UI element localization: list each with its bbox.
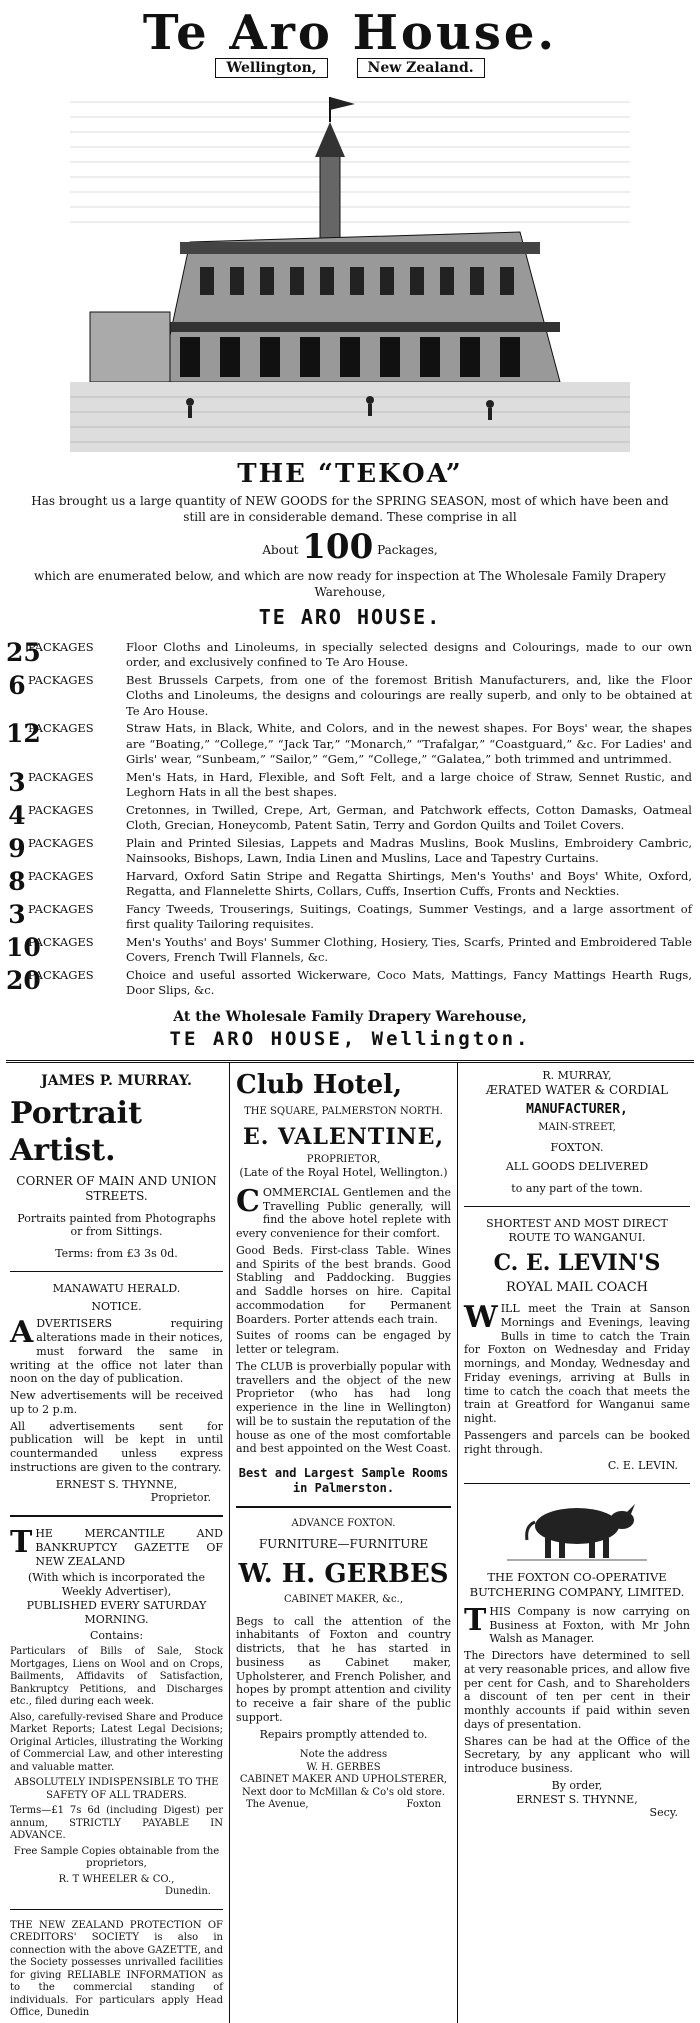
packages-list <box>0 637 700 999</box>
package-row <box>6 721 692 768</box>
package-description: Men's Youths' and Boys' Summer Clothing, Hosiery, Ties, Scarfs, Printed and Embroidered Table Covers, French Twill Flannels, &c. <box>126 934 692 965</box>
newspaper-page <box>0 5 700 2019</box>
herald-signature: ERNEST S. THYNNE, <box>55 1477 178 1491</box>
tekoa-heading: THE “TEKOA” <box>237 458 463 489</box>
package-word: PACKAGES <box>28 721 94 736</box>
club-owner: E. VALENTINE, <box>242 1124 445 1151</box>
gazette-terms: Terms—£1 7s 6d (including Digest) per annum, STRICTLY PAYABLE IN ADVANCE. <box>10 1805 223 1842</box>
herald-notice: NOTICE. <box>91 1299 142 1313</box>
package-row <box>6 800 692 834</box>
gazette-list: Particulars of Bills of Sale, Stock Mortgages, Liens on Wool and on Crops, Bailments, Affidavits of Satisfaction, Bankruptcy Petitions, and Discharges etc., filed during each week. <box>10 1646 223 1708</box>
divider <box>10 1271 223 1272</box>
package-number: 3 <box>8 899 26 929</box>
column-right <box>458 1063 696 2023</box>
drop-cap: T <box>10 1525 33 1561</box>
levin-paragraph-1 <box>464 1302 690 1426</box>
furniture-heading: FURNITURE—FURNITURE <box>258 1536 429 1551</box>
club-p1-text: OMMERCIAL Gentlemen and the Travelling Public generally, will find the above hotel replete with every convenience for their comfort. <box>236 1185 451 1241</box>
advance-foxton: ADVANCE FOXTON. <box>291 1518 396 1530</box>
drop-cap: T <box>464 1602 487 1638</box>
levin-p1-text: ILL meet the Train at Sanson Mornings and Evenings, leaving Bulls in time to catch the Train for Foxton on Wednesday and Friday mornings, and Monday, Wednesday and Friday evenings, arriving at Bulls in time to catch the coach that meets the train at Greatford for Wanganui same night. <box>464 1302 690 1426</box>
butchering-paragraph-3: Shares can be had at the Office of the Secretary, by any applicant who will introduce business. <box>464 1734 690 1776</box>
about-word: About <box>262 543 299 558</box>
package-row <box>6 899 692 933</box>
club-paragraph-3: Suites of rooms can be engaged by letter or telegram. <box>236 1329 451 1357</box>
masthead-city: Wellington, <box>215 58 327 78</box>
levin-name: C. E. LEVIN'S <box>493 1250 661 1277</box>
club-paragraph-1 <box>236 1183 451 1241</box>
gazette-heading <box>10 1527 223 1568</box>
butchering-paragraph-1 <box>464 1602 690 1646</box>
gerbes-note: Note the address <box>299 1749 388 1761</box>
package-number: 3 <box>8 767 26 797</box>
masthead-title: Te Aro House. <box>142 5 558 61</box>
divider <box>10 1515 223 1517</box>
murr-town: FOXTON. <box>550 1140 604 1154</box>
ad-columns <box>0 1063 700 2023</box>
gerbes-avenue: The Avenue, <box>246 1799 309 1811</box>
package-row <box>6 767 692 801</box>
gerbes-town: Foxton <box>406 1799 441 1811</box>
intro-line-2: which are enumerated below, and which are now ready for inspection at The Wholesale Family Drapery Warehouse, <box>34 569 666 599</box>
murr-manufacturer: MANUFACTURER, <box>526 1101 628 1117</box>
herald-paragraph-2: New advertisements will be received up to 2 p.m. <box>10 1389 223 1416</box>
package-description: Harvard, Oxford Satin Stripe and Regatta Shirtings, Men's Youths' and Boys' White, Oxford, Regatta, and Flannelette Shirts, Collars, Cuffs, Insertion Cuffs, Fronts and Neckties. <box>126 868 692 899</box>
levin-signature: C. E. LEVIN. <box>607 1459 678 1473</box>
drop-cap: W <box>464 1300 498 1336</box>
drop-cap: A <box>10 1315 34 1351</box>
butchering-p1-text: HIS Company is now carrying on Business at Foxton, with Mr John Walsh as Manager. <box>489 1604 690 1646</box>
club-address: THE SQUARE, PALMERSTON NORTH. <box>244 1105 443 1117</box>
package-row <box>6 932 692 966</box>
murray-name: JAMES P. MURRAY. <box>41 1073 192 1090</box>
store-name-footer: TE ARO HOUSE, Wellington. <box>169 1028 531 1051</box>
package-number: 8 <box>8 866 26 896</box>
butchering-paragraph-2: The Directors have determined to sell at very reasonable prices, and allow five per cent for Cash, and to Shareholders a discount of ten per cent in their monthly accounts if paid within seven days of presentation. <box>464 1649 690 1731</box>
club-sample-rooms: Best and Largest Sample Rooms in Palmerston. <box>238 1466 449 1496</box>
nzp-society-text: THE NEW ZEALAND PROTECTION OF CREDITORS' SOCIETY is also in connection with the above GAZETTE, and the Society possesses unrivalled facilities for giving RELIABLE INFORMATION as to the commercial standing of individuals. For particulars apply Head Office, Dunedin <box>10 1919 223 2019</box>
package-description: Choice and useful assorted Wickerware, Coco Mats, Mattings, Fancy Mattings Hearth Rugs, Door Slips, &c. <box>126 967 692 998</box>
club-hotel-title: Club Hotel, <box>236 1070 403 1101</box>
gazette-signature: R. T WHEELER & CO., <box>58 1873 175 1885</box>
package-description: Straw Hats, in Black, White, and Colors, and in the newest shapes. For Boys' wear, the shapes are “Boating,” “College,” “Jack Tar,” “Monarch,” “Trafalgar,” “Coastguard,” &c. For Ladies' and Girls' wear, “Sunbeam,” “Sailor,” “Gem,” “College,” “Galatea,” both trimmed and untrimmed. <box>126 721 692 767</box>
gazette-title: HE MERCANTILE AND BANKRUPTCY GAZETTE OF NEW ZEALAND <box>35 1527 223 1568</box>
intro-text <box>30 494 670 601</box>
club-paragraph-2: Good Beds. First-class Table. Wines and Spirits of the best brands. Good Stabling and Paddocking. Buggies and Saddle horses on hire. Capital accommodation for Permanent Boarders. Porter attends each train. <box>236 1243 451 1326</box>
divider <box>464 1483 690 1484</box>
herald-paragraph-1 <box>10 1317 223 1386</box>
package-word: PACKAGES <box>28 967 94 982</box>
about-line <box>30 525 670 569</box>
package-word: PACKAGES <box>28 672 94 687</box>
gerbes-signature-trade: CABINET MAKER AND UPHOLSTERER, <box>239 1774 448 1786</box>
herald-signature-title: Proprietor. <box>150 1491 211 1505</box>
intro-line-1: Has brought us a large quantity of NEW GOODS for the SPRING SEASON, most of which have been and still are in considerable demand. These comprise in all <box>31 494 669 524</box>
package-description: Cretonnes, in Twilled, Crepe, Art, German, and Patchwork effects, Cotton Damasks, Oatmeal Cloth, Grecian, Honeycomb, Patent Satin, Terry and Gordon Quilts and Toilet Covers. <box>126 802 692 833</box>
package-number: 12 <box>6 719 41 749</box>
cow-illustration <box>507 1494 647 1564</box>
murray-terms: Terms: from £3 3s 0d. <box>55 1247 178 1261</box>
gazette-published: PUBLISHED EVERY SATURDAY MORNING. <box>26 1598 207 1626</box>
package-description: Best Brussels Carpets, from one of the foremost British Manufacturers, and, like the Floor Cloths and Linoleums, the designs and colourings are really superb, and only to be obtained at Te Aro House. <box>126 672 692 718</box>
gerbes-name: W. H. GERBES <box>238 1558 449 1589</box>
building-engraving <box>70 82 630 452</box>
club-proprietor: PROPRIETOR, <box>306 1153 381 1165</box>
gazette-also: Also, carefully-revised Share and Produce Market Reports; Latest Legal Decisions; Original Articles, illustrating the Working of Commercial Law, and other interesting and valuable matter. <box>10 1711 223 1773</box>
club-paragraph-4: The CLUB is proverbially popular with travellers and the object of the new Proprietor (who has had long experience in the line in Wellington) will be to sustain the reputation of the house as one of the most comfortable and best appointed on the West Coast. <box>236 1359 451 1456</box>
murr-goods: ALL GOODS DELIVERED <box>505 1160 649 1174</box>
gazette-sub: (With which is incorporated the Weekly Advertiser), <box>28 1571 205 1599</box>
package-word: PACKAGES <box>28 868 94 883</box>
murray-title: Portrait Artist. <box>10 1095 142 1169</box>
murray-text: Portraits painted from Photographs or from Sittings. <box>17 1211 216 1239</box>
column-left <box>4 1063 230 2023</box>
package-number: 9 <box>8 833 26 863</box>
package-number: 25 <box>6 637 41 667</box>
masthead-location <box>0 60 700 78</box>
package-row <box>6 670 692 720</box>
package-row <box>6 866 692 900</box>
levin-paragraph-2: Passengers and parcels can be booked right through. <box>464 1428 690 1456</box>
butchering-signature: ERNEST S. THYNNE, <box>516 1792 638 1806</box>
gazette-city: Dunedin. <box>164 1886 211 1898</box>
gazette-contains: Contains: <box>89 1629 144 1643</box>
butchering-order: By order, <box>551 1778 603 1792</box>
herald-name: MANAWATU HERALD. <box>52 1281 181 1295</box>
butchering-secretary: Secy. <box>649 1806 678 1820</box>
masthead-country: New Zealand. <box>357 58 485 78</box>
package-row <box>6 833 692 867</box>
murr-goods-2: to any part of the town. <box>511 1182 643 1196</box>
package-count: 100 <box>302 527 374 568</box>
package-number: 4 <box>8 800 26 830</box>
column-middle <box>230 1063 458 2023</box>
levin-coach: ROYAL MAIL COACH <box>505 1279 649 1295</box>
divider <box>10 1909 223 1910</box>
package-word: PACKAGES <box>28 901 94 916</box>
package-number: 20 <box>6 965 41 995</box>
gazette-indispensable: ABSOLUTELY INDISPENSIBLE TO THE SAFETY OF ALL TRADERS. <box>14 1777 219 1801</box>
package-row <box>6 965 692 999</box>
drop-cap: C <box>236 1183 260 1219</box>
package-description: Floor Cloths and Linoleums, in specially selected designs and Colourings, made to our own order, and exclusively confined to Te Aro House. <box>126 639 692 670</box>
package-word: PACKAGES <box>28 802 94 817</box>
package-number: 10 <box>6 932 41 962</box>
herald-p1-text: DVERTISERS requiring alterations made in their notices, must forward the same in writing at the office not later than noon on the day of publication. <box>10 1317 223 1386</box>
package-description: Men's Hats, in Hard, Flexible, and Soft Felt, and a large choice of Straw, Sennet Rustic, and Leghorn Hats in all the best shapes. <box>126 769 692 800</box>
murr-trade: ÆRATED WATER & CORDIAL <box>485 1082 669 1097</box>
package-number: 6 <box>8 670 26 700</box>
gerbes-location <box>236 1799 451 1812</box>
gerbes-signature: W. H. GERBES <box>306 1761 381 1773</box>
murr-name: R. MURRAY, <box>542 1069 612 1083</box>
gerbes-signature-address: Next door to McMillan & Co's old store. <box>241 1786 446 1798</box>
divider <box>464 1206 690 1207</box>
package-description: Fancy Tweeds, Trouserings, Suitings, Coatings, Summer Vestings, and a large assortment of first quality Tailoring requisites. <box>126 901 692 932</box>
route-heading: SHORTEST AND MOST DIRECT ROUTE TO WANGANUI. <box>486 1216 668 1244</box>
store-name: TE ARO HOUSE. <box>258 604 442 629</box>
package-description: Plain and Printed Silesias, Lappets and Madras Muslins, Book Muslins, Embroidery Cambric, Nainsooks, Bishops, Lawn, India Linen and Muslins, Lace and Tapestry Curtains. <box>126 835 692 866</box>
package-word: PACKAGES <box>28 835 94 850</box>
murray-address: CORNER OF MAIN AND UNION STREETS. <box>16 1173 217 1203</box>
gazette-free: Free Sample Copies obtainable from the proprietors, <box>13 1845 220 1870</box>
murr-street: MAIN-STREET, <box>538 1122 616 1134</box>
package-row <box>6 637 692 671</box>
package-word: PACKAGES <box>28 769 94 784</box>
gerbes-paragraph-1: Begs to call the attention of the inhabitants of Foxton and country districts, that he has started in business as Cabinet maker, Upholsterer, and French Polisher, and hopes by prompt attention and civility to receive a fair share of the public support. <box>236 1614 451 1724</box>
club-late: (Late of the Royal Hotel, Wellington.) <box>239 1166 448 1180</box>
gerbes-paragraph-2: Repairs promptly attended to. <box>259 1727 428 1741</box>
package-word: PACKAGES <box>28 639 94 654</box>
butchering-title: THE FOXTON CO-OPERATIVE BUTCHERING COMPANY, LIMITED. <box>469 1570 685 1599</box>
divider <box>236 1506 451 1508</box>
packages-word: Packages, <box>377 543 438 558</box>
herald-paragraph-3: All advertisements sent for publication will be kept in until countermanded unless express instructions are given to the contrary. <box>10 1419 223 1474</box>
wholesale-line: At the Wholesale Family Drapery Warehouse, <box>173 1008 527 1025</box>
gerbes-trade: CABINET MAKER, &c., <box>283 1594 404 1606</box>
package-word: PACKAGES <box>28 934 94 949</box>
